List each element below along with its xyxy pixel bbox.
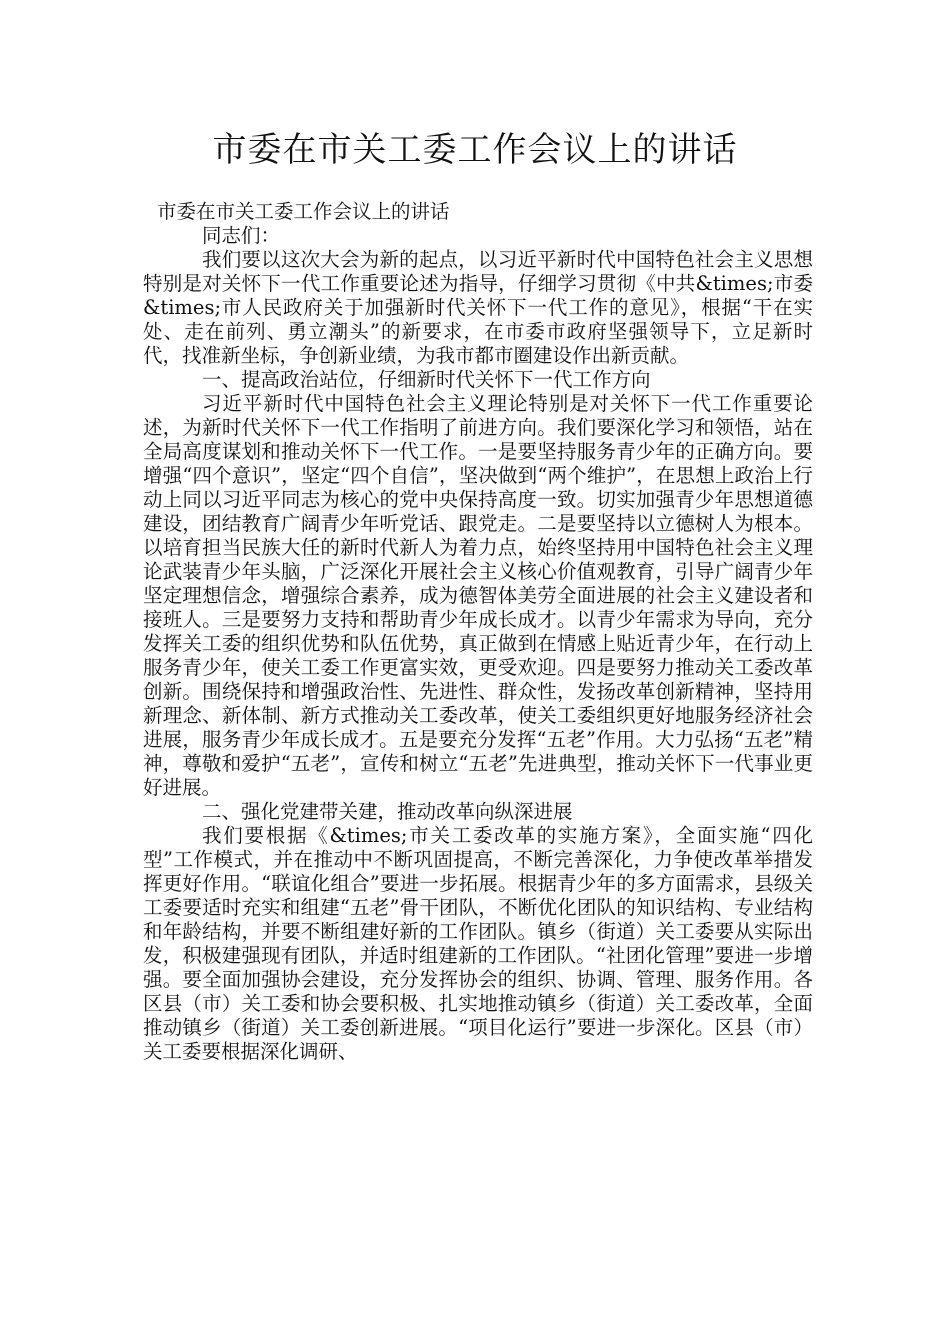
document-subtitle: 市委在市关工委工作会议上的讲话 xyxy=(157,200,450,223)
paragraph: 我们要根据《&times;市关工委改革的实施方案》，全面实施“四化型”工作模式，并在推动中不断巩固提高，不断完善深化，力争使改革举措发挥更好作用。“联谊化组合”要进一步拓展。根据青少年的多方面需求，县级关工委要适时充实和组建“五老”骨干团队，不断优化团队的知识结构、专业结构和年龄结构，并要不断组建好新的工作团队。镇乡（街道）关工委要从实际出发，积极建强现有团队，并适时组建新的工作团队。“社团化管理”要进一步增强。要全面加强协会建设，充分发挥协会的组织、协调、管理、服务作用。各区县（市）关工委和协会要积极、扎实地推动镇乡（街道）关工委改革，全面推动镇乡（街道）关工委创新进展。“项目化运行”要进一步深化。区县（市）关工委要根据深化调研、 xyxy=(143,824,813,1063)
paragraph: 我们要以这次大会为新的起点，以习近平新时代中国特色社会主义思想特别是对关怀下一代工作重要论述为指导，仔细学习贯彻《中共&times;市委&times;市人民政府关于加强新时代关怀下一代工作的意见》，根据“干在实处、走在前列、勇立潮头”的新要求，在市委市政府坚强领导下，立足新时代，找准新坐标，争创新业绩，为我市都市圈建设作出新贡献。 xyxy=(143,248,813,367)
document-title: 市委在市关工委工作会议上的讲话 xyxy=(212,130,738,170)
document-body xyxy=(143,200,813,1064)
greeting: 同志们： xyxy=(202,224,281,247)
section-heading-2: 二、强化党建带关建，推动改革向纵深进展 xyxy=(202,800,573,823)
section-heading-1: 一、提高政治站位，仔细新时代关怀下一代工作方向 xyxy=(202,368,651,391)
paragraph: 习近平新时代中国特色社会主义理论特别是对关怀下一代工作重要论述，为新时代关怀下一代工作指明了前进方向。我们要深化学习和领悟，站在全局高度谋划和推动关怀下一代工作。一是要坚持服务青少年的正确方向。要增强“四个意识”，坚定“四个自信”，坚决做到“两个维护”，在思想上政治上行动上同以习近平同志为核心的党中央保持高度一致。切实加强青少年思想道德建设，团结教育广阔青少年听党话、跟党走。二是要坚持以立德树人为根本。以培育担当民族大任的新时代新人为着力点，始终坚持用中国特色社会主义理论武装青少年头脑，广泛深化开展社会主义核心价值观教育，引导广阔青少年坚定理想信念，增强综合素养，成为德智体美劳全面进展的社会主义建设者和接班人。三是要努力支持和帮助青少年成长成才。以青少年需求为导向，充分发挥关工委的组织优势和队伍优势，真正做到在情感上贴近青少年，在行动上服务青少年，使关工委工作更富实效，更受欢迎。四是要努力推动关工委改革创新。围绕保持和增强政治性、先进性、群众性，发扬改革创新精神，坚持用新理念、新体制、新方式推动关工委改革，使关工委组织更好地服务经济社会进展，服务青少年成长成才。五是要充分发挥“五老”作用。大力弘扬“五老”精神，尊敬和爱护“五老”，宣传和树立“五老”先进典型，推动关怀下一代事业更好进展。 xyxy=(143,392,813,799)
